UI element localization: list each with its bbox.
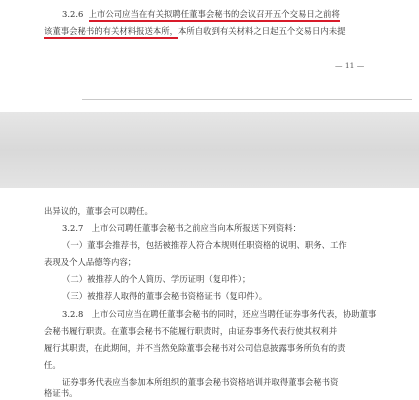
paragraph-line: 证券事务代表应当参加本所组织的董事会秘书资格培训并取得董事会秘书资 <box>62 377 339 387</box>
paragraph-line: 格证书。 <box>44 388 78 398</box>
paragraph-line: 出异议的，董事会可以聘任。 <box>44 206 153 216</box>
paragraph-line: 履行其职责，在此期间，并不当然免除董事会秘书对公司信息披露事务所负有的责 <box>44 343 346 353</box>
document-page-lower <box>0 188 419 400</box>
clause-3-2-6-line-2 <box>44 26 346 37</box>
list-item-1: （一）董事会推荐书，包括被推荐人符合本规则任职资格的说明、职务、工作 <box>62 240 347 250</box>
page-divider <box>82 99 412 100</box>
clause-3-2-7: 3.2.7 上市公司聘任董事会秘书之前应当向本所报送下列资料： <box>62 223 302 233</box>
paragraph-line: 会秘书履行职责。在董事会秘书不能履行职责时，由证券事务代表行使其权利并 <box>44 326 338 336</box>
underlined-text: 该董事会秘书的有关材料报送本所， <box>44 26 178 39</box>
clause-3-2-8: 3.2.8 上市公司应当在聘任董事会秘书的同时，还应当聘任证券事务代表，协助董事 <box>62 309 377 319</box>
paragraph-line: 任。 <box>44 360 61 370</box>
page-number: — 11 — <box>335 61 365 70</box>
list-item-2: （二）被推荐人的个人简历、学历证明（复印件）； <box>62 274 251 284</box>
document-page-upper <box>0 0 419 112</box>
list-item-1-cont: 表现及个人品德等内容； <box>44 257 137 267</box>
list-item-3: （三）被推荐人取得的董事会秘书资格证书（复印件）。 <box>62 291 268 301</box>
paragraph-text: 本所自收到有关材料之日起五个交易日内未提 <box>178 26 346 36</box>
page-gap <box>0 112 419 188</box>
clause-number: 3.2.6 <box>62 9 84 19</box>
clause-3-2-6-line-1 <box>62 9 340 20</box>
underlined-text: 上市公司应当在有关拟聘任董事会秘书的会议召开五个交易日之前将 <box>89 9 340 22</box>
